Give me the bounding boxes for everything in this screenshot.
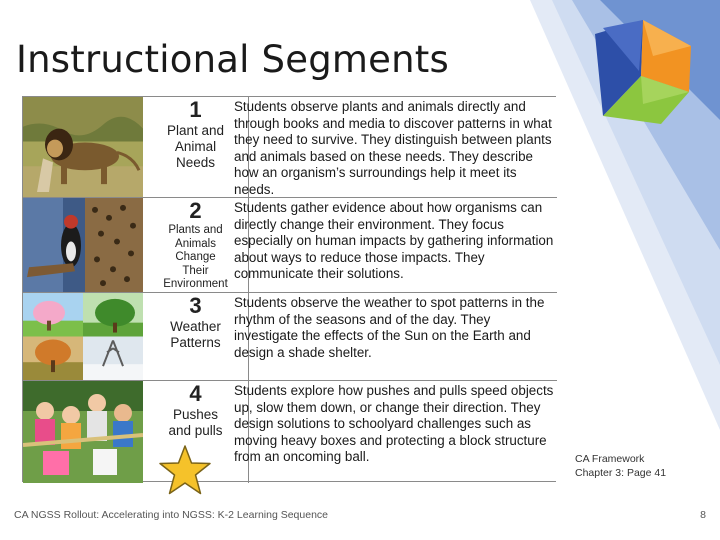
segment-name: Weather Patterns [170, 319, 221, 350]
segment-number: 1 [189, 97, 202, 122]
slide-footer: CA NGSS Rollout: Accelerating into NGSS: K-2 Learning Sequence [14, 509, 329, 521]
segment-row-3 [23, 293, 557, 381]
segment-name: Plant and Animal Needs [166, 123, 225, 170]
page-number: 8 [700, 509, 706, 521]
segment-row-4 [23, 381, 557, 483]
slide-title: Instructional Segments [16, 38, 449, 81]
segment-description: Students explore how pushes and pulls speed objects up, slow them down, or change their direction. They design solutions to schoolyard challenges such as moving heavy boxes and protecting a block structure from an oncoming ball. [234, 383, 554, 465]
lion-photo [23, 97, 143, 197]
segment-description: Students gather evidence about how organisms can directly change their environment. They focus especially on human impacts by gathering information about ways to reduce those impacts. They communicate their solutions. [234, 200, 554, 282]
framework-reference: CA Framework Chapter 3: Page 41 [575, 453, 667, 479]
segment-row-1 [23, 97, 557, 198]
woodpecker-photo [23, 198, 143, 292]
segment-description: Students observe plants and animals directly and through books and media to discover patterns in what they need to survive. They distinguish between plants and animals based on these needs. They describe how an organism’s surroundings help it meet its needs. [234, 99, 552, 197]
star-icon [157, 444, 213, 496]
segment-name: Plants and Animals Change Their Environment [163, 224, 228, 290]
segment-number: 3 [189, 293, 202, 318]
segment-number: 4 [189, 381, 202, 406]
segments-table [22, 96, 556, 482]
segment-number: 2 [189, 198, 202, 223]
segment-row-2 [23, 198, 557, 293]
tug-of-war-photo [23, 381, 143, 483]
seasons-photo [23, 293, 143, 380]
segment-name: Pushes and pulls [168, 407, 223, 438]
segment-description: Students observe the weather to spot patterns in the rhythm of the seasons and of the day. They investigate the effects of the Sun on the Earth and design a shade shelter. [234, 295, 545, 360]
ngss-logo-icon [583, 16, 701, 134]
